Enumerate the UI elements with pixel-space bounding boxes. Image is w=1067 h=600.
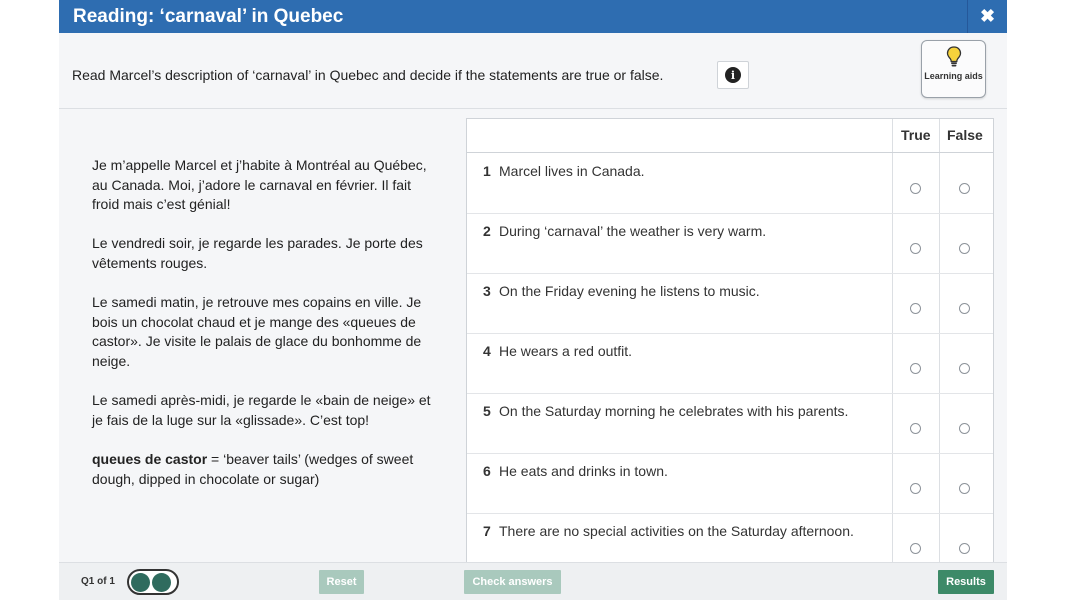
passage-paragraph: Le vendredi soir, je regarde les parades. Je porte des vêtements rouges. [92, 235, 423, 271]
learning-aids-label: Learning aids [924, 71, 983, 81]
passage-paragraph: Le samedi matin, je retrouve mes copains en ville. Je bois un chocolat chaud et je mange des «queues de castor». Je visite le palais de glace du bonhomme de neige. [92, 294, 422, 369]
false-column-header: False [947, 127, 983, 143]
true-radio[interactable] [910, 363, 921, 374]
passage-paragraph: Le samedi après-midi, je regarde le «bain de neige» et je fais de la luge sur la «glissade». C’est top! [92, 392, 431, 428]
true-radio[interactable] [910, 543, 921, 554]
false-radio[interactable] [959, 303, 970, 314]
statement-number: 7 [483, 523, 491, 539]
true-radio[interactable] [910, 483, 921, 494]
check-answers-button[interactable]: Check answers [464, 570, 561, 594]
instructions-text: Read Marcel’s description of ‘carnaval’ in Quebec and decide if the statements are true or false. [72, 67, 664, 83]
false-radio[interactable] [959, 543, 970, 554]
lightbulb-icon [946, 46, 962, 68]
learning-aids-button[interactable] [921, 40, 986, 98]
activity-window [59, 0, 1007, 600]
progress-dot [152, 573, 171, 592]
statement-text: Marcel lives in Canada. [499, 163, 645, 179]
close-button[interactable] [967, 0, 1007, 33]
false-radio[interactable] [959, 483, 970, 494]
gloss-definition: = ‘beaver tails’ (wedges of sweet dough, dipped in chocolate or sugar) [92, 450, 414, 487]
window-title: Reading: ‘carnaval’ in Quebec [73, 6, 344, 27]
table-header [467, 119, 993, 153]
true-false-table [466, 118, 994, 562]
statement-number: 6 [483, 463, 491, 479]
table-row [467, 274, 993, 334]
close-icon: ✖ [979, 6, 996, 26]
statement-text: On the Friday evening he listens to music. [499, 283, 760, 299]
content-area [59, 110, 1007, 562]
question-progress-indicator[interactable] [127, 569, 179, 595]
statement-number: 4 [483, 343, 491, 359]
footer-bar [59, 562, 1007, 600]
table-row [467, 394, 993, 454]
table-row [467, 154, 993, 214]
results-button[interactable]: Results [938, 570, 994, 594]
statement-text: He wears a red outfit. [499, 343, 633, 359]
false-radio[interactable] [959, 363, 970, 374]
true-radio[interactable] [910, 243, 921, 254]
info-button[interactable] [717, 61, 749, 89]
statement-number: 1 [483, 163, 491, 179]
vocabulary-gloss [92, 450, 432, 489]
reset-button[interactable]: Reset [319, 570, 364, 594]
table-row [467, 214, 993, 274]
false-radio[interactable] [959, 423, 970, 434]
statement-number: 3 [483, 283, 491, 299]
info-icon: i [725, 67, 741, 83]
reading-passage [92, 156, 432, 489]
statement-text: There are no special activities on the Saturday afternoon. [499, 523, 854, 539]
table-row [467, 454, 993, 514]
statement-number: 5 [483, 403, 491, 419]
passage-paragraph: Je m’appelle Marcel et j’habite à Montréal au Québec, au Canada. Moi, j’adore le carnaval en février. Il fait froid mais c’est génial! [92, 157, 427, 213]
statement-text: During ‘carnaval’ the weather is very warm. [499, 223, 767, 239]
true-radio[interactable] [910, 183, 921, 194]
title-bar [59, 0, 1007, 33]
true-radio[interactable] [910, 423, 921, 434]
progress-dot [131, 573, 150, 592]
table-row [467, 514, 993, 562]
false-radio[interactable] [959, 243, 970, 254]
gloss-term: queues de castor [92, 450, 208, 467]
statement-text: He eats and drinks in town. [499, 463, 668, 479]
instructions-bar [59, 33, 1007, 109]
question-counter: Q1 of 1 [81, 576, 115, 587]
true-radio[interactable] [910, 303, 921, 314]
statement-text: On the Saturday morning he celebrates with his parents. [499, 403, 849, 419]
statement-number: 2 [483, 223, 491, 239]
false-radio[interactable] [959, 183, 970, 194]
table-row [467, 334, 993, 394]
true-column-header: True [901, 127, 931, 143]
